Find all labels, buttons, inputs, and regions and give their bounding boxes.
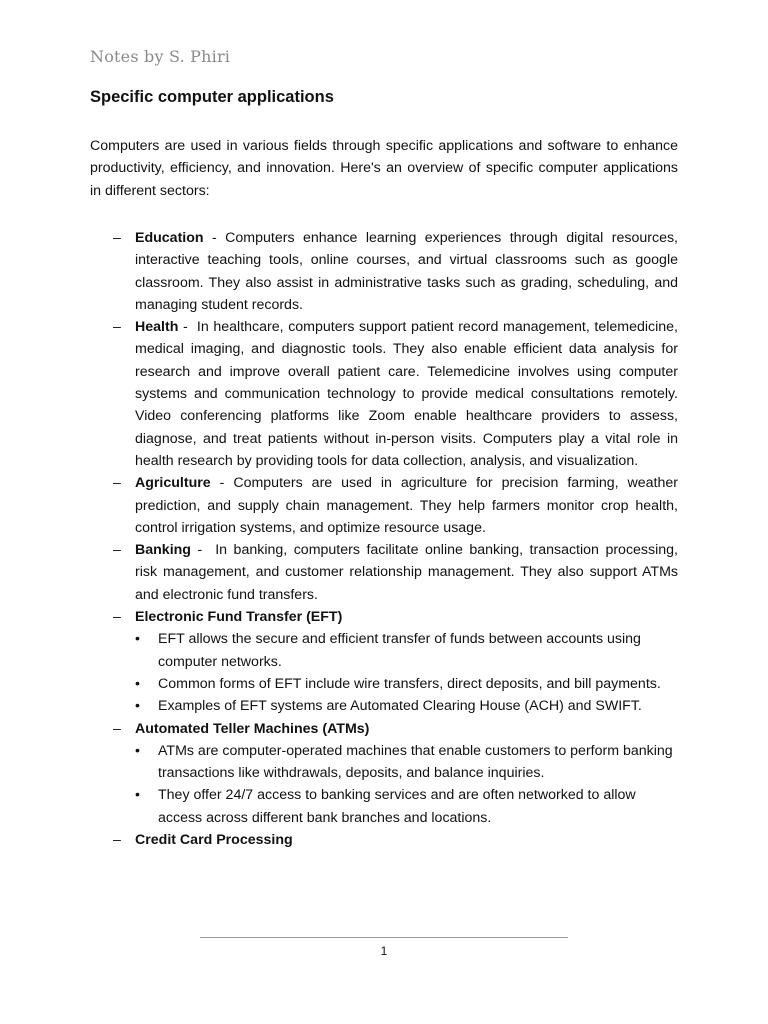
term-health: Health bbox=[135, 319, 179, 336]
dash-marker: – bbox=[113, 720, 121, 737]
intro-paragraph: Computers are used in various fields through specific applications and software to enhance productivity, efficiency, and innovation. Here's an overview of specific computer applications in different sectors: bbox=[90, 138, 678, 199]
list-item-eft bbox=[113, 606, 678, 717]
description-education: - Computers enhance learning experiences through digital resources, interactive teaching tools, online courses, and virtual classrooms such as google classroom. They also assist in administrative tasks such as grading, scheduling, and managing student records. bbox=[135, 230, 678, 313]
page-title: Specific computer applications bbox=[90, 88, 334, 106]
eft-bullet-list bbox=[135, 628, 678, 717]
dash-marker: – bbox=[113, 542, 121, 559]
bullet-marker: • bbox=[135, 787, 140, 804]
description-agriculture: - Computers are used in agriculture for precision farming, weather prediction, and supply chain management. They help farmers monitor crop health, control irrigation systems, and optimize resource usage. bbox=[135, 475, 678, 536]
bullet-item bbox=[135, 673, 678, 695]
list-item-banking bbox=[113, 539, 682, 606]
term-banking: Banking bbox=[135, 542, 191, 559]
bullet-marker: • bbox=[135, 675, 140, 692]
bullet-text: Common forms of EFT include wire transfers, direct deposits, and bill payments. bbox=[158, 675, 661, 692]
description-banking: - In banking, computers facilitate online banking, transaction processing, risk management, and customer relationship management. They also support ATMs and electronic fund transfers. bbox=[135, 542, 682, 603]
list-item-atms bbox=[113, 718, 678, 829]
bullet-marker: • bbox=[135, 742, 140, 759]
dash-marker: – bbox=[113, 609, 121, 626]
bullet-text: They offer 24/7 access to banking services and are often networked to allow access across different bank branches and locations. bbox=[158, 787, 636, 826]
dash-marker: – bbox=[113, 475, 121, 492]
bullet-marker: • bbox=[135, 631, 140, 648]
page-number: 1 bbox=[380, 944, 388, 958]
description-health: - In healthcare, computers support patient record management, telemedicine, medical imaging, and diagnostic tools. They also enable efficient data analysis for research and improve overall patient care. Telemedicine involves using computer systems and communication technology to provide medical consultations remotely. Video conferencing platforms like Zoom enable healthcare providers to assess, diagnose, and treat patients without in-person visits. Computers play a vital role in health research by providing tools for data collection, analysis, and visualization. bbox=[135, 319, 682, 469]
term-credit-card: Credit Card Processing bbox=[135, 832, 293, 849]
sector-list bbox=[113, 227, 682, 851]
list-item-credit-card bbox=[113, 829, 678, 851]
dash-marker: – bbox=[113, 832, 121, 849]
dash-marker: – bbox=[113, 230, 121, 246]
term-eft: Electronic Fund Transfer (EFT) bbox=[135, 609, 343, 626]
bullet-text: EFT allows the secure and efficient transfer of funds between accounts using computer networks. bbox=[158, 631, 641, 670]
term-education: Education bbox=[135, 230, 204, 246]
list-item-agriculture bbox=[113, 472, 678, 539]
header-note: Notes by S. Phiri bbox=[90, 47, 231, 66]
footer-divider bbox=[200, 937, 568, 938]
bullet-text: Examples of EFT systems are Automated Clearing House (ACH) and SWIFT. bbox=[158, 698, 642, 715]
atms-bullet-list bbox=[135, 740, 678, 829]
term-agriculture: Agriculture bbox=[135, 475, 211, 492]
bullet-marker: • bbox=[135, 698, 140, 715]
bullet-item bbox=[135, 695, 678, 717]
bullet-item bbox=[135, 740, 678, 785]
bullet-item bbox=[135, 784, 678, 829]
bullet-item bbox=[135, 628, 678, 673]
list-item-education bbox=[113, 227, 678, 316]
bullet-text: ATMs are computer-operated machines that enable customers to perform banking transactions like withdrawals, deposits, and balance inquiries. bbox=[158, 742, 673, 782]
term-atms: Automated Teller Machines (ATMs) bbox=[135, 720, 370, 737]
dash-marker: – bbox=[113, 319, 121, 336]
list-item-health bbox=[113, 316, 682, 472]
